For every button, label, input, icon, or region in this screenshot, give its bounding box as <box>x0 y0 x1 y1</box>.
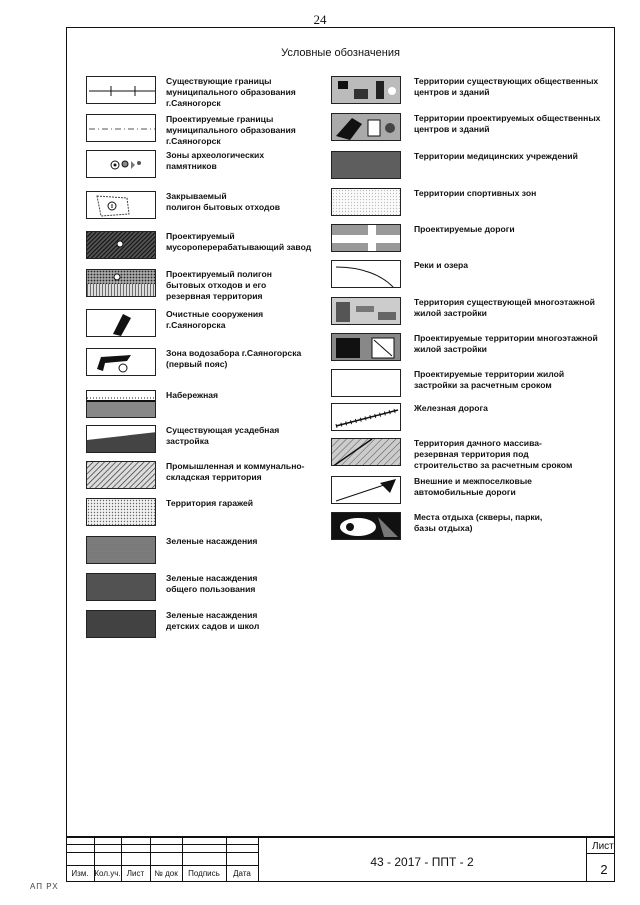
proposed-landfill-icon <box>86 269 156 297</box>
legend-label: Железная дорога <box>414 403 488 413</box>
green-kindergarten-icon <box>86 610 156 638</box>
green-icon <box>86 536 156 564</box>
page-number: 24 <box>313 12 327 27</box>
legend-label: Зеленые насаждения общего пользования <box>166 573 258 594</box>
proposed-multistorey-icon <box>331 333 401 361</box>
legend-label: Территории спортивных зон <box>414 188 537 198</box>
legend-label: Зеленые насаждения <box>166 536 258 546</box>
proposed-border-icon <box>86 114 156 142</box>
title-block-header: Лист <box>126 869 145 878</box>
medical-icon <box>331 151 401 179</box>
legend-label: Проектируемые дороги <box>414 224 515 234</box>
green-public-icon <box>86 573 156 601</box>
legend-label: Проектируемый полигон бытовых отходов и его резервная территория <box>166 269 272 301</box>
legend-label: Территории существующих общественных центров и зданий <box>414 76 599 97</box>
archaeology-icon <box>86 150 156 178</box>
garages-icon <box>86 498 156 526</box>
legend-label: Зоны археологических памятников <box>166 150 265 171</box>
proposed-public-icon <box>331 113 401 141</box>
legend-label: Территория дачного массива- резервная территория под строительство за расчетным сроком <box>414 438 573 470</box>
existing-multistorey-icon <box>331 297 401 325</box>
legend-label: Проектируемые территории жилой застройки за расчетным сроком <box>414 369 565 390</box>
legend-label: Зеленые насаждения детских садов и школ <box>166 610 260 631</box>
legend-label: Реки и озера <box>414 260 469 270</box>
title-block-header: № док <box>154 869 178 878</box>
estate-housing-icon <box>86 425 156 453</box>
legend-label: Очистные сооружения г.Саяногорска <box>166 309 264 330</box>
title-block-header: Кол.уч. <box>94 869 121 878</box>
legend-label: Внешние и межпоселковые автомобильные дороги <box>414 476 532 497</box>
legend-label: Территория существующей многоэтажной жилой застройки <box>414 297 595 318</box>
document-code: 43 - 2017 - ППТ - 2 <box>370 855 474 869</box>
legend-label: Существующая усадебная застройка <box>166 425 280 446</box>
legend-label: Промышленная и коммунально- складская территория <box>166 461 305 482</box>
legend-label: Проектируемый мусороперерабатывающий завод <box>166 231 312 252</box>
legend-label: Территория гаражей <box>166 498 254 508</box>
legend-label: Проектируемые территории многоэтажной жилой застройки <box>414 333 598 354</box>
closing-landfill-icon <box>86 191 156 219</box>
title-block-header: Изм. <box>71 869 89 878</box>
legend-label: Зона водозабора г.Саяногорска (первый пояс) <box>166 348 302 369</box>
industrial-icon <box>86 461 156 489</box>
corner-stamp: АП РХ <box>30 882 59 891</box>
legend-label: Проектируемые границы муниципального образования г.Саяногорск <box>166 114 296 146</box>
treatment-plant-icon <box>86 309 156 337</box>
legend-label: Территории проектируемых общественных центров и зданий <box>414 113 601 134</box>
highways-icon <box>331 476 401 504</box>
recreation-icon <box>331 512 401 540</box>
sports-icon <box>331 188 401 216</box>
legend-label: Закрываемый полигон бытовых отходов <box>166 191 280 212</box>
existing-border-icon <box>86 76 156 104</box>
waste-plant-icon <box>86 231 156 259</box>
legend-label: Места отдыха (скверы, парки, базы отдыха) <box>414 512 543 533</box>
future-housing-icon <box>331 369 401 397</box>
title-block-header: Подпись <box>188 869 220 878</box>
embankment-icon <box>86 390 156 418</box>
legend-label: Существующие границы муниципального образования г.Саяногорск <box>166 76 296 108</box>
roads-icon <box>331 224 401 252</box>
legend-label: Набережная <box>166 390 219 400</box>
legend-title: Условные обозначения <box>281 47 400 59</box>
railway-icon <box>331 403 401 431</box>
sheet-label: Лист <box>592 841 614 852</box>
dacha-icon <box>331 438 401 466</box>
rivers-icon <box>331 260 401 288</box>
legend-label: Территории медицинских учреждений <box>414 151 578 161</box>
title-block-header: Дата <box>233 869 251 878</box>
sheet-number: 2 <box>600 862 608 877</box>
water-intake-icon <box>86 348 156 376</box>
existing-public-icon <box>331 76 401 104</box>
